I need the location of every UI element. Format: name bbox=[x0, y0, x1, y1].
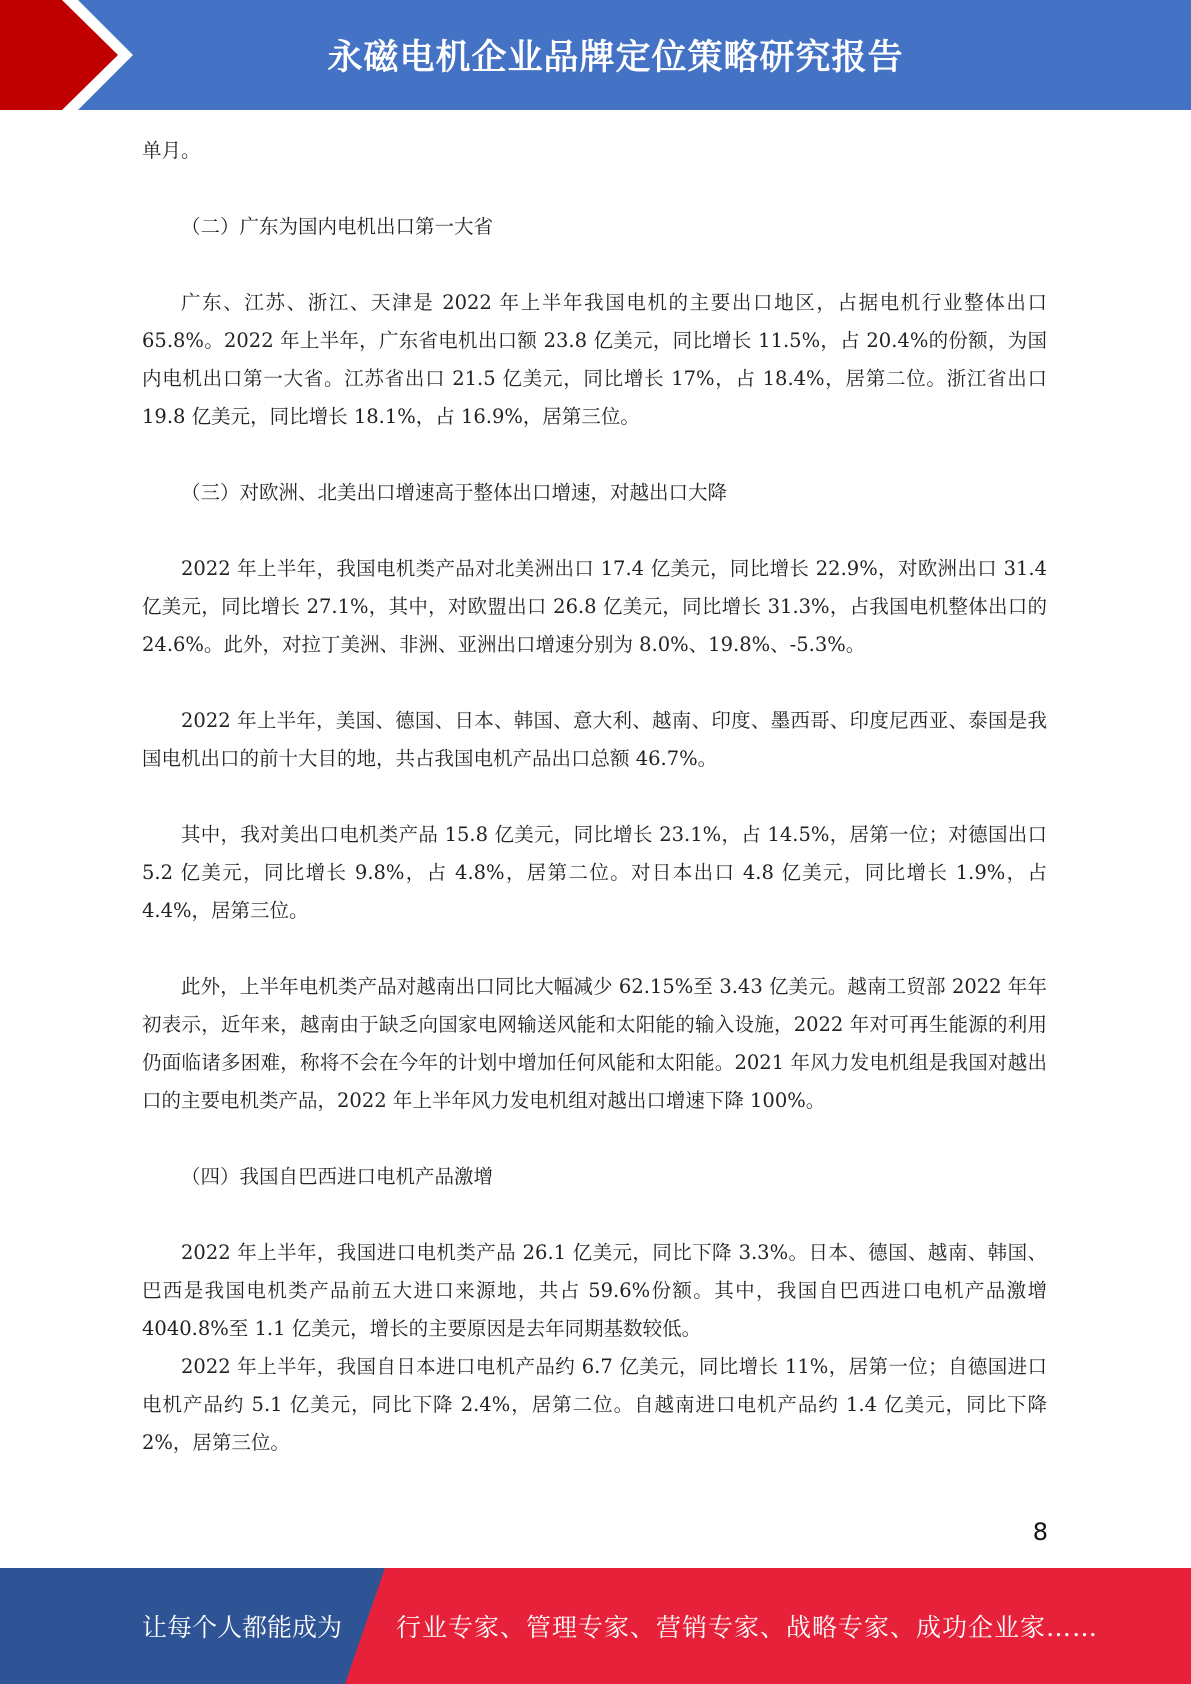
paragraph-top-ten-destinations: 2022 年上半年，美国、德国、日本、韩国、意大利、越南、印度、墨西哥、印度尼西亚、泰国是我国电机出口的前十大目的地，共占我国电机产品出口总额 46.7%。 bbox=[142, 709, 1047, 770]
page-header bbox=[0, 0, 1191, 110]
paragraph-us-germany-japan: 其中，我对美出口电机类产品 15.8 亿美元，同比增长 23.1%，占 14.5%，居第一位；对德国出口 5.2 亿美元，同比增长 9.8%，占 4.8%，居第二位。对日本出口 4.8 亿美元，同比增长 1.9%，占 4.4%，居第三位。 bbox=[142, 823, 1047, 922]
footer-slogan-lead: 让每个人都能成为 bbox=[142, 1613, 343, 1642]
footer-slogan-roles: 行业专家、管理专家、营销专家、战略专家、成功企业家…… bbox=[396, 1613, 1099, 1642]
section-heading-2: （二）广东为国内电机出口第一大省 bbox=[181, 215, 494, 238]
paragraph-guangdong-export: 广东、江苏、浙江、天津是 2022 年上半年我国电机的主要出口地区，占据电机行业整体出口 65.8%。2022 年上半年，广东省电机出口额 23.8 亿美元，同比增长 11.5%，占 20.4%的份额，为国内电机出口第一大省。江苏省出口 21.5 亿美元，同比增长 17%，占 18.4%，居第二位。浙江省出口 19.8 亿美元，同比增长 18.1%，占 16.9%，居第三位。 bbox=[142, 291, 1047, 428]
document-body bbox=[142, 132, 1047, 1462]
paragraph-import-sources: 2022 年上半年，我国自日本进口电机产品约 6.7 亿美元，同比增长 11%，居第一位；自德国进口电机产品约 5.1 亿美元，同比下降 2.4%，居第二位。自越南进口电机产品约 1.4 亿美元，同比下降 2%，居第三位。 bbox=[142, 1355, 1047, 1454]
paragraph-vietnam-decline: 此外，上半年电机类产品对越南出口同比大幅减少 62.15%至 3.43 亿美元。越南工贸部 2022 年年初表示，近年来，越南由于缺乏向国家电网输送风能和太阳能的输入设施，2022 年对可再生能源的利用仍面临诸多困难，称将不会在今年的计划中增加任何风能和太阳能。2021 年风力发电机组是我国对越出口的主要电机类产品，2022 年上半年风力发电机组对越出口增速下降 100%。 bbox=[142, 975, 1047, 1112]
paragraph-europe-north-america: 2022 年上半年，我国电机类产品对北美洲出口 17.4 亿美元，同比增长 22.9%，对欧洲出口 31.4 亿美元，同比增长 27.1%，其中，对欧盟出口 26.8 亿美元，同比增长 31.3%，占我国电机整体出口的 24.6%。此外，对拉丁美洲、非洲、亚洲出口增速分别为 8.0%、19.8%、-5.3%。 bbox=[142, 557, 1047, 656]
page-footer bbox=[0, 1568, 1191, 1684]
page-number: 8 bbox=[1032, 1518, 1048, 1546]
report-title: 永磁电机企业品牌定位策略研究报告 bbox=[327, 38, 904, 78]
section-heading-3: （三）对欧洲、北美出口增速高于整体出口增速，对越出口大降 bbox=[181, 481, 728, 504]
paragraph-continuation: 单月。 bbox=[142, 139, 201, 162]
section-heading-4: （四）我国自巴西进口电机产品激增 bbox=[181, 1165, 494, 1188]
paragraph-import-overview: 2022 年上半年，我国进口电机类产品 26.1 亿美元，同比下降 3.3%。日本、德国、越南、韩国、巴西是我国电机类产品前五大进口来源地，共占 59.6%份额。其中，我国自巴西进口电机产品激增 4040.8%至 1.1 亿美元，增长的主要原因是去年同期基数较低。 bbox=[142, 1241, 1047, 1340]
